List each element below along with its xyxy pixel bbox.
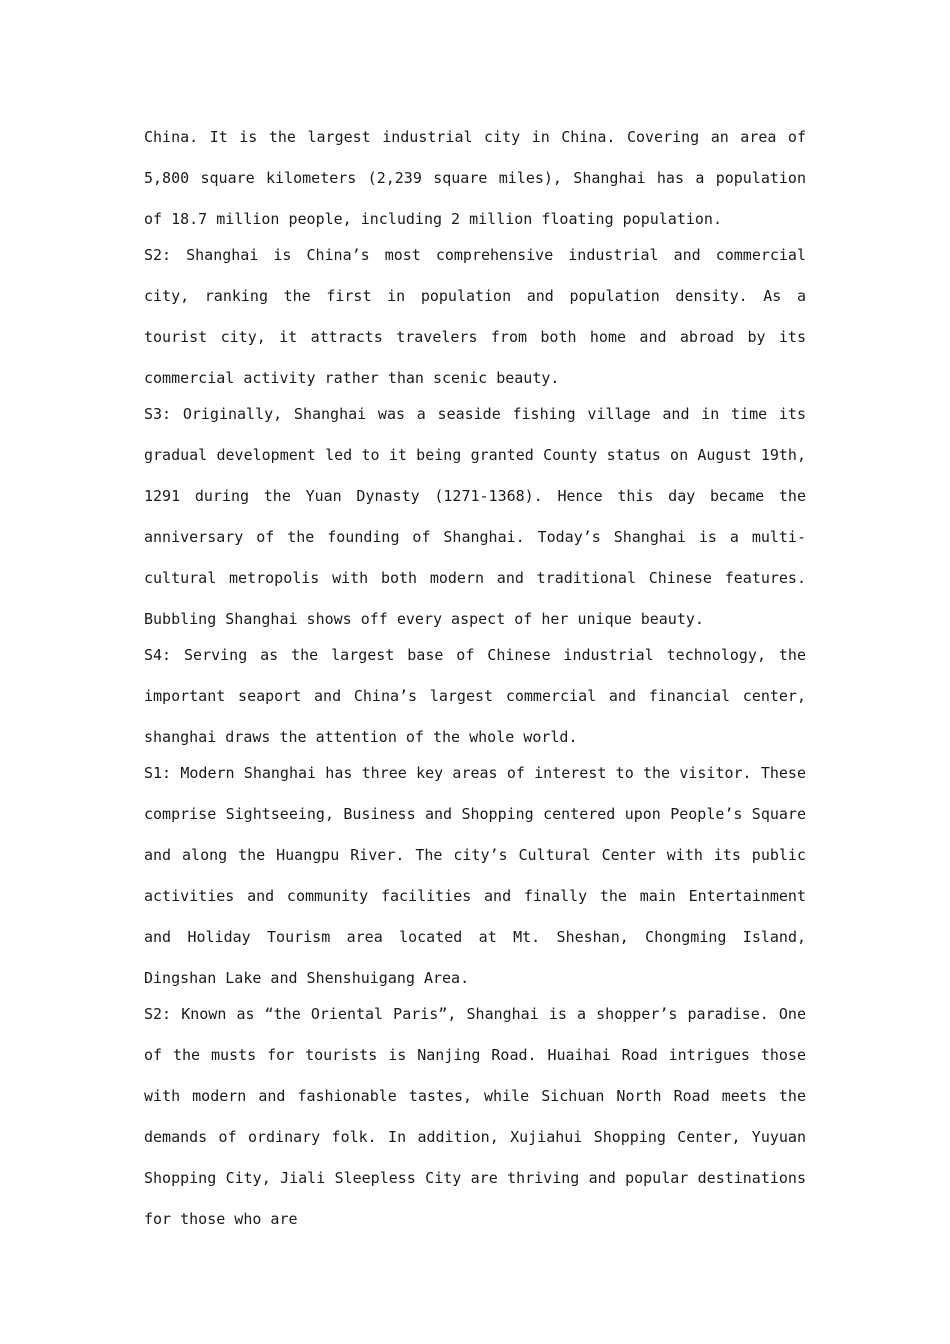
paragraph-s1-key-areas: S1: Modern Shanghai has three key areas of interest to the visitor. These comprise Sightseeing, Business and Shopping centered upon People’s Square and along the Huangpu River. The city’s Cultural Center with its public activities and community facilities and finally the main Entertainment and Holiday Tourism area located at Mt. Sheshan, Chongming Island, Dingshan Lake and Shenshuigang Area.	[144, 764, 806, 987]
paragraph-s2-commercial-city: S2: Shanghai is China’s most comprehensive industrial and commercial city, ranking the first in population and population density. As a tourist city, it attracts travelers from both home and abroad by its commercial activity rather than scenic beauty.	[144, 246, 806, 387]
paragraph-s4-industrial-base: S4: Serving as the largest base of Chinese industrial technology, the important seaport and China’s largest commercial and financial center, shanghai draws the attention of the whole world.	[144, 646, 806, 746]
document-body	[144, 117, 806, 1235]
paragraph-s3-history: S3: Originally, Shanghai was a seaside fishing village and in time its gradual development led to it being granted County status on August 19th, 1291 during the Yuan Dynasty (1271-1368). Hence this day became the anniversary of the founding of Shanghai. Today’s Shanghai is a multi-cultural metropolis with both modern and traditional Chinese features. Bubbling Shanghai shows off every aspect of her unique beauty.	[144, 405, 806, 628]
paragraph-s2-shopping: S2: Known as “the Oriental Paris”, Shanghai is a shopper’s paradise. One of the musts for tourists is Nanjing Road. Huaihai Road intrigues those with modern and fashionable tastes, while Sichuan North Road meets the demands of ordinary folk. In addition, Xujiahui Shopping Center, Yuyuan Shopping City, Jiali Sleepless City are thriving and popular destinations for those who are	[144, 1005, 806, 1228]
paragraph-shanghai-intro: China. It is the largest industrial city in China. Covering an area of 5,800 square kilometers (2,239 square miles), Shanghai has a population of 18.7 million people, including 2 million floating population.	[144, 128, 806, 228]
